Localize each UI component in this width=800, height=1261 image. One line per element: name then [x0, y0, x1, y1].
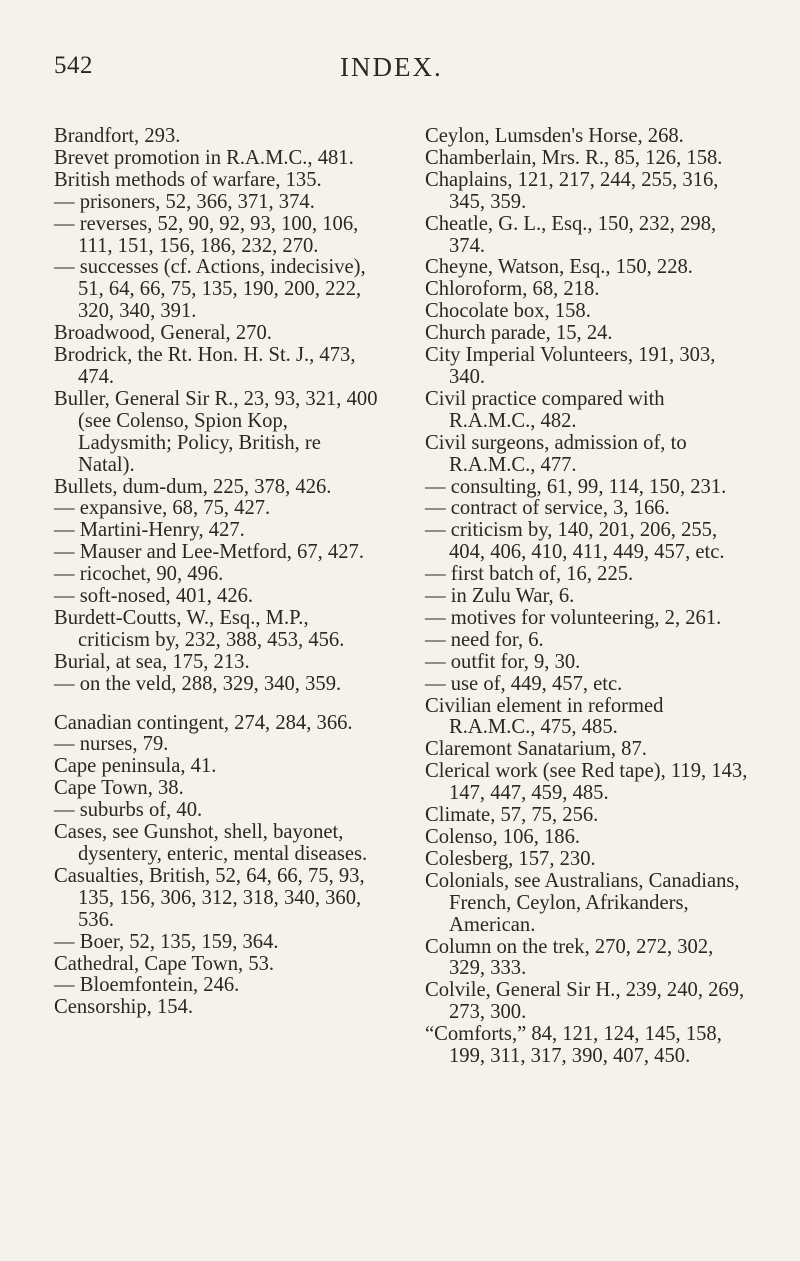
index-entry: Chloroform, 68, 218. [425, 278, 600, 301]
index-entry: Claremont Sanatarium, 87. [425, 738, 647, 761]
index-subentry: — suburbs of, 40. [54, 799, 203, 822]
index-subentry: — Bloemfontein, 246. [54, 974, 240, 997]
index-entry: Canadian contingent, 274, 284, 366. [54, 711, 353, 734]
index-entry: Colonials, see Australians, Canadians, French, Ceylon, Afrikanders, American. [425, 869, 740, 936]
index-entry: Chamberlain, Mrs. R., 85, 126, 158. [425, 146, 723, 169]
index-entry: Ceylon, Lumsden's Horse, 268. [425, 125, 684, 147]
index-entry: Brodrick, the Rt. Hon. H. St. J., 473, 474. [54, 344, 356, 388]
index-subentry: — soft-nosed, 401, 426. [54, 585, 254, 608]
index-subentry: — Martini-Henry, 427. [54, 519, 245, 542]
index-entry: “Comforts,” 84, 121, 124, 145, 158, 199, 311, 317, 390, 407, 450. [425, 1023, 722, 1068]
index-subentry: — Boer, 52, 135, 159, 364. [54, 930, 279, 953]
index-column-left [54, 126, 379, 1019]
index-entry: Cheyne, Watson, Esq., 150, 228. [425, 256, 693, 279]
index-subentry: — contract of service, 3, 166. [425, 497, 670, 520]
index-column-right [425, 126, 750, 1068]
index-entry: Broadwood, General, 270. [54, 322, 272, 345]
index-entry: Civil surgeons, admission of, to R.A.M.C., 477. [425, 431, 687, 476]
index-subentry: — motives for volunteering, 2, 261. [425, 606, 722, 629]
index-subentry: — consulting, 61, 99, 114, 150, 231. [425, 475, 727, 498]
index-subentry: — outfit for, 9, 30. [425, 650, 581, 673]
index-subentry: — use of, 449, 457, etc. [425, 672, 623, 695]
index-subentry: — in Zulu War, 6. [425, 585, 575, 608]
index-entry: Climate, 57, 75, 256. [425, 804, 599, 827]
index-entry: Cape peninsula, 41. [54, 755, 217, 778]
index-subentry: — need for, 6. [425, 628, 544, 651]
index-entry: Colenso, 106, 186. [425, 826, 581, 848]
index-entry: Civilian element in reformed R.A.M.C., 475, 485. [425, 694, 664, 739]
index-entry: Buller, General Sir R., 23, 93, 321, 400 (see Colenso, Spion Kop, Ladysmith; Policy, British, re Natal). [54, 387, 378, 476]
index-subentry: — ricochet, 90, 496. [54, 563, 224, 586]
index-entry: Brandfort, 293. [54, 125, 181, 147]
index-entry: Casualties, British, 52, 64, 66, 75, 93, 135, 156, 306, 312, 318, 340, 360, 536. [54, 864, 365, 931]
index-entry: Censorship, 154. [54, 996, 194, 1019]
index-subentry: — prisoners, 52, 366, 371, 374. [54, 190, 315, 213]
index-subentry: — criticism by, 140, 201, 206, 255, 404, 406, 410, 411, 449, 457, etc. [425, 519, 725, 564]
index-entry: Church parade, 15, 24. [425, 322, 613, 345]
index-entry: Colesberg, 157, 230. [425, 847, 596, 870]
index-subentry: — Mauser and Lee-Metford, 67, 427. [54, 541, 364, 564]
index-entry: Chocolate box, 158. [425, 300, 591, 323]
index-entry: Chaplains, 121, 217, 244, 255, 316, 345, 359. [425, 168, 719, 213]
page-number: 542 [54, 52, 93, 79]
running-title: INDEX. [340, 52, 443, 82]
index-entry: Bullets, dum-dum, 225, 378, 426. [54, 475, 332, 498]
index-entry: Clerical work (see Red tape), 119, 143, 147, 447, 459, 485. [425, 760, 748, 805]
index-subentry: — successes (cf. Actions, indecisive), 51, 64, 66, 75, 135, 190, 200, 222, 320, 340, 391. [54, 256, 366, 323]
page-header [0, 50, 800, 90]
index-subentry: — reverses, 52, 90, 92, 93, 100, 106, 111, 151, 156, 186, 232, 270. [54, 212, 359, 257]
index-entry: Cape Town, 38. [54, 777, 184, 800]
index-entry: City Imperial Volunteers, 191, 303, 340. [425, 344, 716, 388]
index-entry: Brevet promotion in R.A.M.C., 481. [54, 146, 354, 169]
index-entry: Cathedral, Cape Town, 53. [54, 952, 275, 975]
index-subentry: — expansive, 68, 75, 427. [54, 497, 271, 520]
index-entry: Column on the trek, 270, 272, 302, 329, 333. [425, 935, 714, 980]
index-entry: Cases, see Gunshot, shell, bayonet, dysentery, enteric, mental diseases. [54, 821, 368, 865]
index-entry: British methods of warfare, 135. [54, 168, 322, 191]
index-entry: Cheatle, G. L., Esq., 150, 232, 298, 374. [425, 212, 717, 257]
index-entry: Civil practice compared with R.A.M.C., 482. [425, 387, 665, 432]
index-entry: Colvile, General Sir H., 239, 240, 269, 273, 300. [425, 979, 745, 1024]
index-entry: Burial, at sea, 175, 213. [54, 650, 250, 673]
index-subentry: — on the veld, 288, 329, 340, 359. [54, 672, 342, 695]
index-entry: Burdett-Coutts, W., Esq., M.P., criticism by, 232, 388, 453, 456. [54, 606, 345, 651]
index-subentry: — nurses, 79. [54, 733, 169, 756]
index-subentry: — first batch of, 16, 225. [425, 563, 634, 586]
